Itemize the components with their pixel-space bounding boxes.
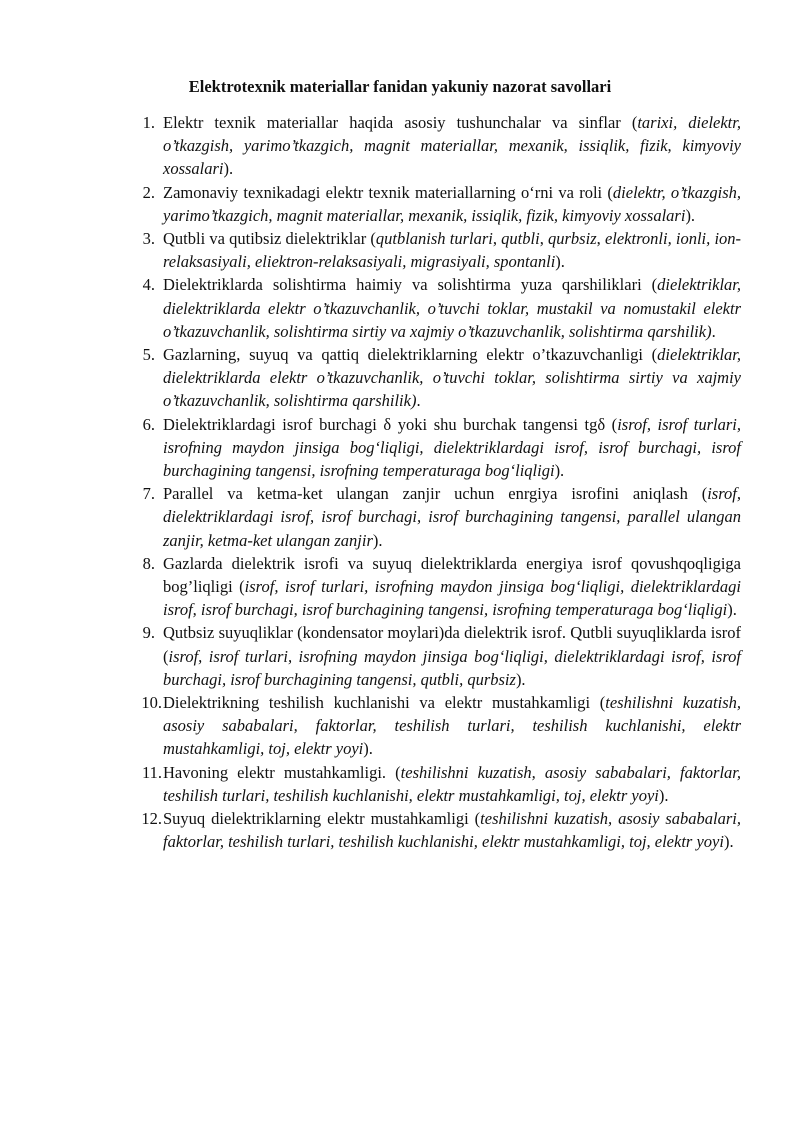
question-text [163, 345, 741, 410]
question-number: 10. [141, 693, 162, 713]
question-number: 8. [142, 553, 155, 573]
question-text [163, 275, 741, 340]
question-item [120, 761, 741, 807]
question-text [163, 113, 741, 178]
question-topics-italic: qutblanish turlari [375, 229, 493, 249]
question-text [163, 554, 741, 619]
question-text-segment: ). [723, 832, 734, 852]
question-text [163, 415, 741, 480]
question-number: 1. [142, 113, 155, 132]
question-item [120, 482, 741, 552]
question-topics-italic: dielektr, o’tkazgish, yarimo’tkazgich, magnit materiallar, mexanik, issiqlik, fizik, kimyoviy xossalari [163, 182, 741, 225]
question-text-segment: Gazlarning, suyuq va qattiq dielektriklarning elektr o’tkazuvchanligi ( [163, 345, 658, 365]
question-text-segment: Zamonaviy texnikadagi elektr texnik materiallarning oʻrni va roli ( [163, 182, 613, 202]
question-text [163, 229, 741, 271]
question-item [120, 413, 741, 483]
question-text-segment: ). [554, 461, 565, 481]
question-text-segment: ). [685, 205, 696, 225]
question-number: 6. [142, 414, 155, 434]
question-text [163, 484, 741, 549]
question-number: 11. [141, 762, 162, 782]
question-item [120, 181, 741, 227]
question-topics-italic: qutbli [501, 229, 540, 249]
question-topics-italic: isrof, dielektriklardagi isrof, isrof burchagi, isrof burchagining tangensi, parallel ulangan zanjir, ketma-ket ulangan zanjir [163, 484, 741, 550]
question-text-segment: Dielektriklardagi isrof burchagi δ yoki shu burchak tangensi tgδ ( [163, 414, 618, 434]
question-topics-italic: teshilishni kuzatish, asosiy sababalari, faktorlar, teshilish turlari, teshilish kuchlanishi, elektr mustahkamligi, toj, elektr yoyi [163, 762, 741, 805]
question-number: 3. [142, 229, 155, 249]
question-item [120, 552, 741, 622]
question-text-segment: ). [372, 530, 383, 550]
question-text-segment: ). [727, 600, 737, 620]
question-text-segment: , [596, 229, 605, 249]
question-text-segment: ). [515, 669, 526, 689]
question-text-segment: Qutbsiz suyuqliklar (kondensator moylari)da dielektrik isrof. Qutbli suyuqliklarda isrof ( [163, 623, 741, 666]
question-item [120, 111, 741, 181]
question-text [163, 623, 741, 688]
question-number: 9. [142, 623, 155, 643]
question-topics-italic: dielektriklar, dielektriklarda elektr o’tkazuvchanlik, o’tuvchi toklar, solishtirma sirtiy va xajmiy o’tkazuvchanlik, solishtirma qarshilik) [163, 345, 741, 411]
question-text-segment: ). [223, 159, 234, 179]
question-topics-italic: qurbsiz [548, 229, 597, 249]
question-topics-italic: tarixi, dielektr, o’tkazgish, yarimo’tkazgich, magnit materiallar, mexanik, issiqlik, fizik, kimyoviy xossalari [163, 113, 741, 179]
question-topics-italic: teshilishni kuzatish, asosiy sababalari, faktorlar, teshilish turlari, teshilish kuchlanishi, elektr mustahkamligi, toj, elektr yoyi [163, 693, 742, 759]
question-item [120, 343, 741, 413]
question-text-segment: Qutbli va qutibsiz dielektriklar ( [163, 229, 376, 249]
question-item [120, 691, 741, 761]
question-text-segment: Elektr texnik materiallar haqida asosiy tushunchalar va sinflar ( [163, 113, 638, 132]
question-text-segment: , [492, 229, 502, 249]
question-text-segment: Parallel va ketma-ket ulangan zanjir uchun enrgiya isrofini aniqlash ( [163, 484, 708, 504]
document-title: Elektrotexnik materiallar fanidan yakuniy nazorat savollari [188, 77, 612, 96]
question-topics-italic: isrof, isrof turlari, isrofning maydon jinsiga bogʻliqligi, dielektriklardagi isrof, isrof burchagi, isrof burchagining tangensi, qutbli, qurbsiz [163, 646, 741, 689]
question-text-segment: . [711, 321, 716, 341]
question-text [163, 183, 741, 225]
question-text-segment: , [539, 229, 549, 249]
question-text-segment: Dielektrikning teshilish kuchlanishi va elektr mustahkamligi ( [163, 693, 606, 713]
question-item [120, 807, 741, 853]
question-number: 12. [141, 809, 162, 829]
question-text-segment: Havoning elektr mustahkamligi. ( [163, 762, 401, 782]
question-text-segment: . [416, 391, 421, 411]
question-text-segment: ). [363, 739, 373, 759]
question-text-segment: Gazlarda dielektrik isrofi va suyuq dielektriklarda energiya isrof qovushqoqligiga bog’liqligi ( [163, 553, 741, 597]
question-text-segment: ). [555, 252, 565, 272]
question-text-segment: ). [658, 785, 669, 805]
question-list [120, 111, 741, 854]
question-item [120, 621, 741, 691]
question-topics-italic: teshilishni kuzatish, asosiy sababalari, faktorlar, teshilish turlari, teshilish kuchlanishi, elektr mustahkamligi, toj, elektr yoyi [163, 809, 741, 852]
question-text [163, 809, 741, 851]
question-number: 2. [142, 182, 155, 202]
question-text-segment: Suyuq dielektriklarning elektr mustahkamligi ( [163, 809, 481, 829]
question-topics-italic: dielektriklar, dielektriklarda elektr o’tkazuvchanlik, o’tuvchi toklar, mustakil va nomustakil elektr o’tkazuvchanlik, solishtirma sirtiy va xajmiy o’tkazuvchanlik, solishtirma qarshilik) [163, 275, 741, 341]
question-topics-italic: elektronli, ionli, ion-relaksasiyali, eliektron-relaksasiyali, migrasiyali, spontanli [163, 229, 742, 272]
question-number: 7. [142, 484, 155, 504]
question-number: 4. [142, 275, 155, 295]
question-number: 5. [142, 345, 155, 365]
question-item [120, 227, 741, 273]
question-text-segment: Dielektriklarda solishtirma haimiy va solishtirma yuza qarshiliklari ( [163, 275, 658, 295]
question-item [120, 273, 741, 343]
question-text [163, 693, 741, 758]
question-topics-italic: isrof, isrof turlari, isrofning maydon jinsiga bogʻliqligi, dielektriklardagi isrof, isrof burchagi, isrof burchagining tangensi, isrofning temperaturaga bogʻliqligi [163, 414, 741, 481]
question-text [163, 763, 741, 805]
question-topics-italic: isrof, isrof turlari, isrofning maydon jinsiga bogʻliqligi, dielektriklardagi isrof, isrof burchagi, isrof burchagining tangensi, isrofning temperaturaga bogʻliqligi [163, 577, 742, 620]
